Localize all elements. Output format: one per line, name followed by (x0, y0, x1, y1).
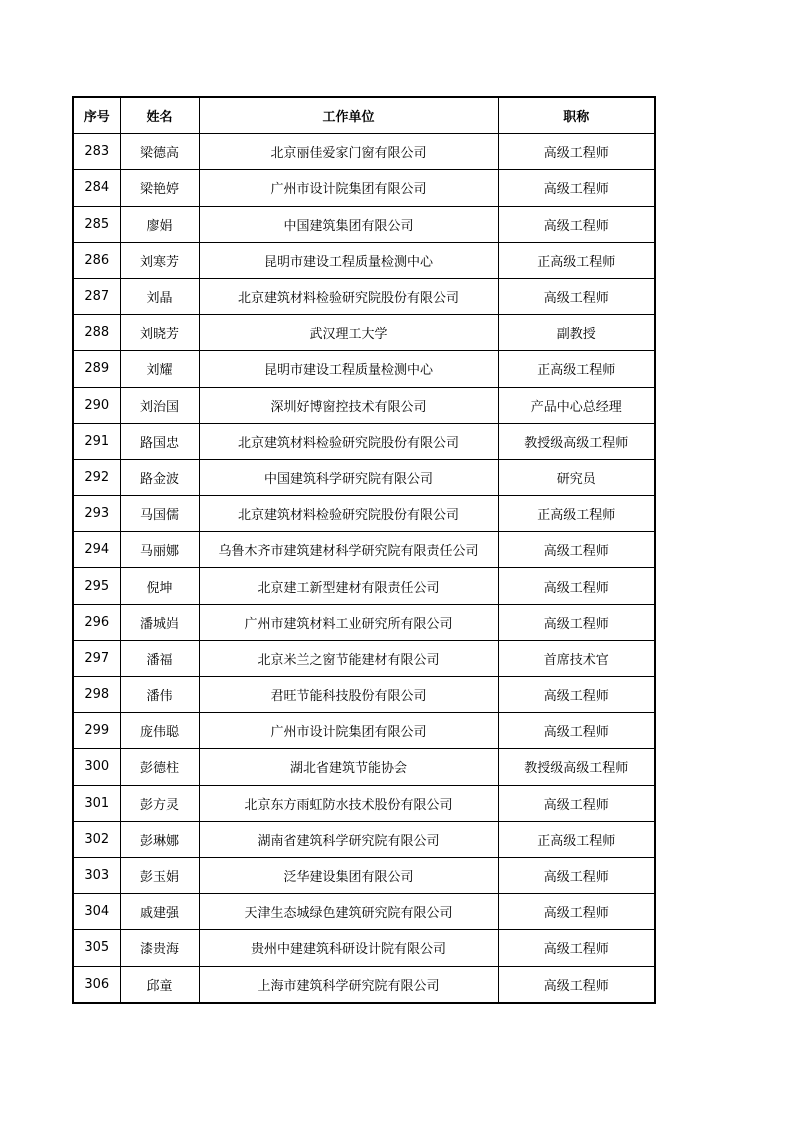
cell-serial-number: 303 (73, 857, 120, 893)
cell-serial-number: 287 (73, 278, 120, 314)
header-name: 姓名 (120, 97, 199, 134)
table-row (73, 713, 655, 749)
table-row (73, 677, 655, 713)
table-row (73, 966, 655, 1003)
table-row (73, 604, 655, 640)
cell-job-title: 高级工程师 (498, 785, 655, 821)
cell-work-unit: 广州市建筑材料工业研究所有限公司 (199, 604, 498, 640)
cell-work-unit: 广州市设计院集团有限公司 (199, 713, 498, 749)
cell-job-title: 研究员 (498, 459, 655, 495)
cell-job-title: 正高级工程师 (498, 242, 655, 278)
cell-work-unit: 北京建筑材料检验研究院股份有限公司 (199, 496, 498, 532)
table-row (73, 894, 655, 930)
cell-serial-number: 288 (73, 315, 120, 351)
cell-name: 倪坤 (120, 568, 199, 604)
cell-job-title: 高级工程师 (498, 966, 655, 1003)
cell-work-unit: 贵州中建建筑科研设计院有限公司 (199, 930, 498, 966)
cell-work-unit: 昆明市建设工程质量检测中心 (199, 351, 498, 387)
cell-name: 廖娟 (120, 206, 199, 242)
cell-job-title: 正高级工程师 (498, 821, 655, 857)
cell-name: 马国儒 (120, 496, 199, 532)
cell-job-title: 正高级工程师 (498, 351, 655, 387)
table-row (73, 930, 655, 966)
cell-work-unit: 深圳好博窗控技术有限公司 (199, 387, 498, 423)
cell-work-unit: 君旺节能科技股份有限公司 (199, 677, 498, 713)
cell-serial-number: 285 (73, 206, 120, 242)
cell-name: 邱童 (120, 966, 199, 1003)
cell-name: 庞伟聪 (120, 713, 199, 749)
cell-serial-number: 283 (73, 134, 120, 170)
cell-work-unit: 北京建筑材料检验研究院股份有限公司 (199, 278, 498, 314)
cell-job-title: 正高级工程师 (498, 496, 655, 532)
cell-serial-number: 293 (73, 496, 120, 532)
table-row (73, 821, 655, 857)
cell-work-unit: 武汉理工大学 (199, 315, 498, 351)
cell-name: 马丽娜 (120, 532, 199, 568)
cell-job-title: 首席技术官 (498, 640, 655, 676)
cell-serial-number: 292 (73, 459, 120, 495)
cell-work-unit: 昆明市建设工程质量检测中心 (199, 242, 498, 278)
cell-name: 梁艳婷 (120, 170, 199, 206)
table-row (73, 785, 655, 821)
cell-serial-number: 286 (73, 242, 120, 278)
cell-name: 刘耀 (120, 351, 199, 387)
cell-work-unit: 上海市建筑科学研究院有限公司 (199, 966, 498, 1003)
cell-serial-number: 306 (73, 966, 120, 1003)
cell-job-title: 高级工程师 (498, 134, 655, 170)
cell-job-title: 高级工程师 (498, 677, 655, 713)
cell-serial-number: 301 (73, 785, 120, 821)
table-row (73, 278, 655, 314)
roster-table (72, 96, 656, 1004)
cell-job-title: 高级工程师 (498, 278, 655, 314)
cell-serial-number: 304 (73, 894, 120, 930)
header-job-title: 职称 (498, 97, 655, 134)
cell-serial-number: 294 (73, 532, 120, 568)
cell-serial-number: 289 (73, 351, 120, 387)
header-serial-number: 序号 (73, 97, 120, 134)
cell-work-unit: 天津生态城绿色建筑研究院有限公司 (199, 894, 498, 930)
cell-name: 路国忠 (120, 423, 199, 459)
cell-job-title: 教授级高级工程师 (498, 423, 655, 459)
cell-serial-number: 297 (73, 640, 120, 676)
cell-work-unit: 乌鲁木齐市建筑建材科学研究院有限责任公司 (199, 532, 498, 568)
cell-serial-number: 302 (73, 821, 120, 857)
cell-serial-number: 284 (73, 170, 120, 206)
table-row (73, 459, 655, 495)
cell-job-title: 高级工程师 (498, 568, 655, 604)
cell-serial-number: 300 (73, 749, 120, 785)
table-row (73, 640, 655, 676)
cell-work-unit: 北京东方雨虹防水技术股份有限公司 (199, 785, 498, 821)
cell-name: 梁德高 (120, 134, 199, 170)
cell-work-unit: 北京丽佳爱家门窗有限公司 (199, 134, 498, 170)
cell-name: 戚建强 (120, 894, 199, 930)
table-row (73, 170, 655, 206)
table-row (73, 496, 655, 532)
cell-name: 刘晶 (120, 278, 199, 314)
cell-work-unit: 中国建筑科学研究院有限公司 (199, 459, 498, 495)
header-work-unit: 工作单位 (199, 97, 498, 134)
cell-job-title: 高级工程师 (498, 857, 655, 893)
table-row (73, 351, 655, 387)
cell-serial-number: 296 (73, 604, 120, 640)
table-row (73, 857, 655, 893)
cell-name: 刘寒芳 (120, 242, 199, 278)
table-row (73, 749, 655, 785)
cell-serial-number: 290 (73, 387, 120, 423)
table-row (73, 532, 655, 568)
cell-serial-number: 295 (73, 568, 120, 604)
cell-work-unit: 北京米兰之窗节能建材有限公司 (199, 640, 498, 676)
cell-job-title: 高级工程师 (498, 604, 655, 640)
cell-work-unit: 湖南省建筑科学研究院有限公司 (199, 821, 498, 857)
cell-work-unit: 北京建筑材料检验研究院股份有限公司 (199, 423, 498, 459)
table-row (73, 423, 655, 459)
cell-work-unit: 泛华建设集团有限公司 (199, 857, 498, 893)
cell-name: 潘伟 (120, 677, 199, 713)
cell-job-title: 教授级高级工程师 (498, 749, 655, 785)
cell-name: 彭方灵 (120, 785, 199, 821)
cell-job-title: 产品中心总经理 (498, 387, 655, 423)
cell-name: 彭德柱 (120, 749, 199, 785)
cell-job-title: 高级工程师 (498, 170, 655, 206)
cell-name: 路金波 (120, 459, 199, 495)
table-row (73, 315, 655, 351)
cell-job-title: 副教授 (498, 315, 655, 351)
cell-name: 潘福 (120, 640, 199, 676)
cell-serial-number: 291 (73, 423, 120, 459)
cell-name: 潘城岿 (120, 604, 199, 640)
cell-job-title: 高级工程师 (498, 894, 655, 930)
cell-work-unit: 广州市设计院集团有限公司 (199, 170, 498, 206)
table-row (73, 134, 655, 170)
cell-serial-number: 305 (73, 930, 120, 966)
cell-name: 彭琳娜 (120, 821, 199, 857)
cell-job-title: 高级工程师 (498, 930, 655, 966)
cell-work-unit: 湖北省建筑节能协会 (199, 749, 498, 785)
table-row (73, 206, 655, 242)
cell-work-unit: 中国建筑集团有限公司 (199, 206, 498, 242)
cell-name: 彭玉娟 (120, 857, 199, 893)
cell-name: 漆贵海 (120, 930, 199, 966)
cell-work-unit: 北京建工新型建材有限责任公司 (199, 568, 498, 604)
cell-serial-number: 298 (73, 677, 120, 713)
table-row (73, 568, 655, 604)
table-header-row (73, 97, 655, 134)
cell-job-title: 高级工程师 (498, 713, 655, 749)
cell-name: 刘晓芳 (120, 315, 199, 351)
table-body (73, 134, 655, 1003)
cell-name: 刘治国 (120, 387, 199, 423)
table-row (73, 242, 655, 278)
cell-job-title: 高级工程师 (498, 206, 655, 242)
cell-serial-number: 299 (73, 713, 120, 749)
cell-job-title: 高级工程师 (498, 532, 655, 568)
table-row (73, 387, 655, 423)
